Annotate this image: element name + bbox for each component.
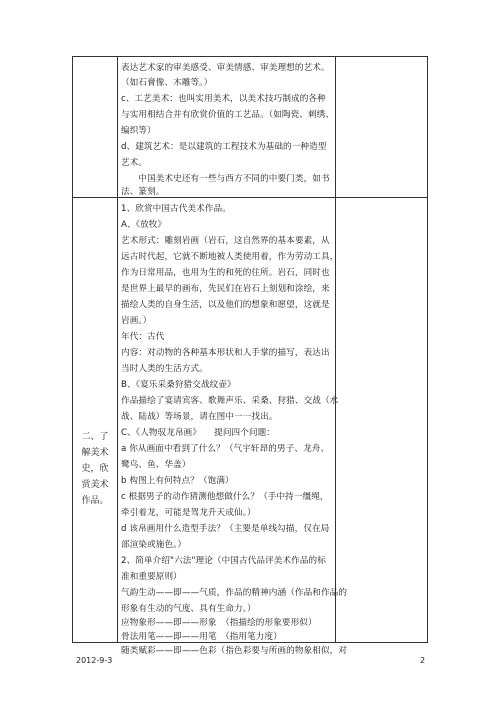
text-line: c 根据男子的动作猜测他想做什么？（手中持一缰绳， xyxy=(121,492,329,502)
text-line: b 构图上有何特点？（饱满） xyxy=(121,476,234,486)
section-label-line: 赏美术 xyxy=(81,480,109,490)
text-line: 中国美术史还有一些与西方不同的中要门类，如书 xyxy=(121,174,330,184)
text-line: 战、陆战）等场景，请在图中一一找出。 xyxy=(121,412,278,422)
text-line: 艺术。 xyxy=(121,158,148,168)
text-line: 鹭鸟、鱼、华盖） xyxy=(121,460,191,470)
text-line: 当时人类的生活方式。 xyxy=(121,364,208,374)
text-line: 部渲染或施色。） xyxy=(121,540,187,550)
text-line: 骨法用笔——即——用笔 （指用笔力度） xyxy=(121,632,282,642)
section-label-line: 作品。 xyxy=(81,496,109,506)
text-line: 内容：对动物的各种基本形状和人手掌的描写，表达出 xyxy=(121,348,330,358)
text-line: 岩画。） xyxy=(121,316,152,326)
text-line: a 你从画面中看到了什么？（气宇轩昂的男子、龙舟、 xyxy=(121,444,330,454)
text-line: c、工艺美术：也叫实用美术，以美术技巧制成的各种 xyxy=(121,94,326,104)
column-divider-left xyxy=(117,57,118,642)
text-line: C、《人物驭龙帛画》 提问四个问题： xyxy=(121,428,275,438)
footer-date: 2012-9-3 xyxy=(76,656,113,665)
text-line: d、建筑艺术：是以建筑的工程技术为基础的一种造型 xyxy=(121,142,327,152)
text-line: 应物象形——即——形象 （指描绘的形象要形似） xyxy=(121,618,317,628)
footer-page-number: 2 xyxy=(420,656,426,665)
text-line: 年代：古代 xyxy=(121,332,165,342)
section-label-line: 二、了 xyxy=(81,432,109,442)
text-line: 2、简单介绍"六法"理论（中国古代品评美术作品的标 xyxy=(121,556,326,566)
text-line: 气韵生动——即——气质，作品的精神内涵（作品和作品的 xyxy=(121,588,348,598)
section-label xyxy=(73,429,117,509)
text-line: B、《宴乐采桑狩猎交战纹壶》 xyxy=(121,380,236,390)
section-label-line: 史，欣 xyxy=(81,464,109,474)
text-line: 远古时代起，它就不断地被人类使用着，作为劳动工具， xyxy=(121,252,339,262)
text-line: 描绘人类的自身生活，以及他们的想象和愿望，这就是 xyxy=(121,300,330,310)
column-divider-right xyxy=(335,57,336,642)
text-line: A、《放牧》 xyxy=(121,220,167,230)
text-line: 表达艺术家的审美感受、审美情感、审美理想的艺术。 xyxy=(121,63,330,73)
text-line: 艺术形式：雕刻岩画（岩石，这自然界的基本要素，从 xyxy=(121,236,330,246)
text-line: 牵引着龙，可能是驾龙升天成仙。） xyxy=(121,508,256,518)
text-line: 作为日常用品，也用为生的和死的住所。岩石，同时也 xyxy=(121,268,330,278)
content-table xyxy=(72,56,428,656)
text-line: 与实用相结合并有欣赏价值的工艺品。（如陶瓷、刺绣、 xyxy=(121,110,335,120)
text-line: （如石膏像、木雕等。） xyxy=(121,78,213,88)
text-line: 形象有生动的气度、具有生命力。） xyxy=(121,604,256,614)
section-label-line: 解美术 xyxy=(81,448,109,458)
text-line: 准和重要原则） xyxy=(121,572,182,582)
text-line: 随类赋彩——即——色彩（指色彩要与所画的物象相似，对 xyxy=(121,646,348,656)
text-line: 法、篆刻。 xyxy=(121,187,165,197)
text-line: d 该帛画用什么造型手法？（主要是单线勾描，仅在局 xyxy=(121,524,330,534)
text-line: 编织等） xyxy=(121,126,156,136)
text-line: 作品描绘了宴请宾客、歌舞声乐、采桑、狩猎、交战（水 xyxy=(121,396,339,406)
text-line: 是世界上最早的画布，先民们在岩石上刻划和涂绘，来 xyxy=(121,284,330,294)
text-line: 1、欣赏中国古代美术作品。 xyxy=(121,204,231,214)
